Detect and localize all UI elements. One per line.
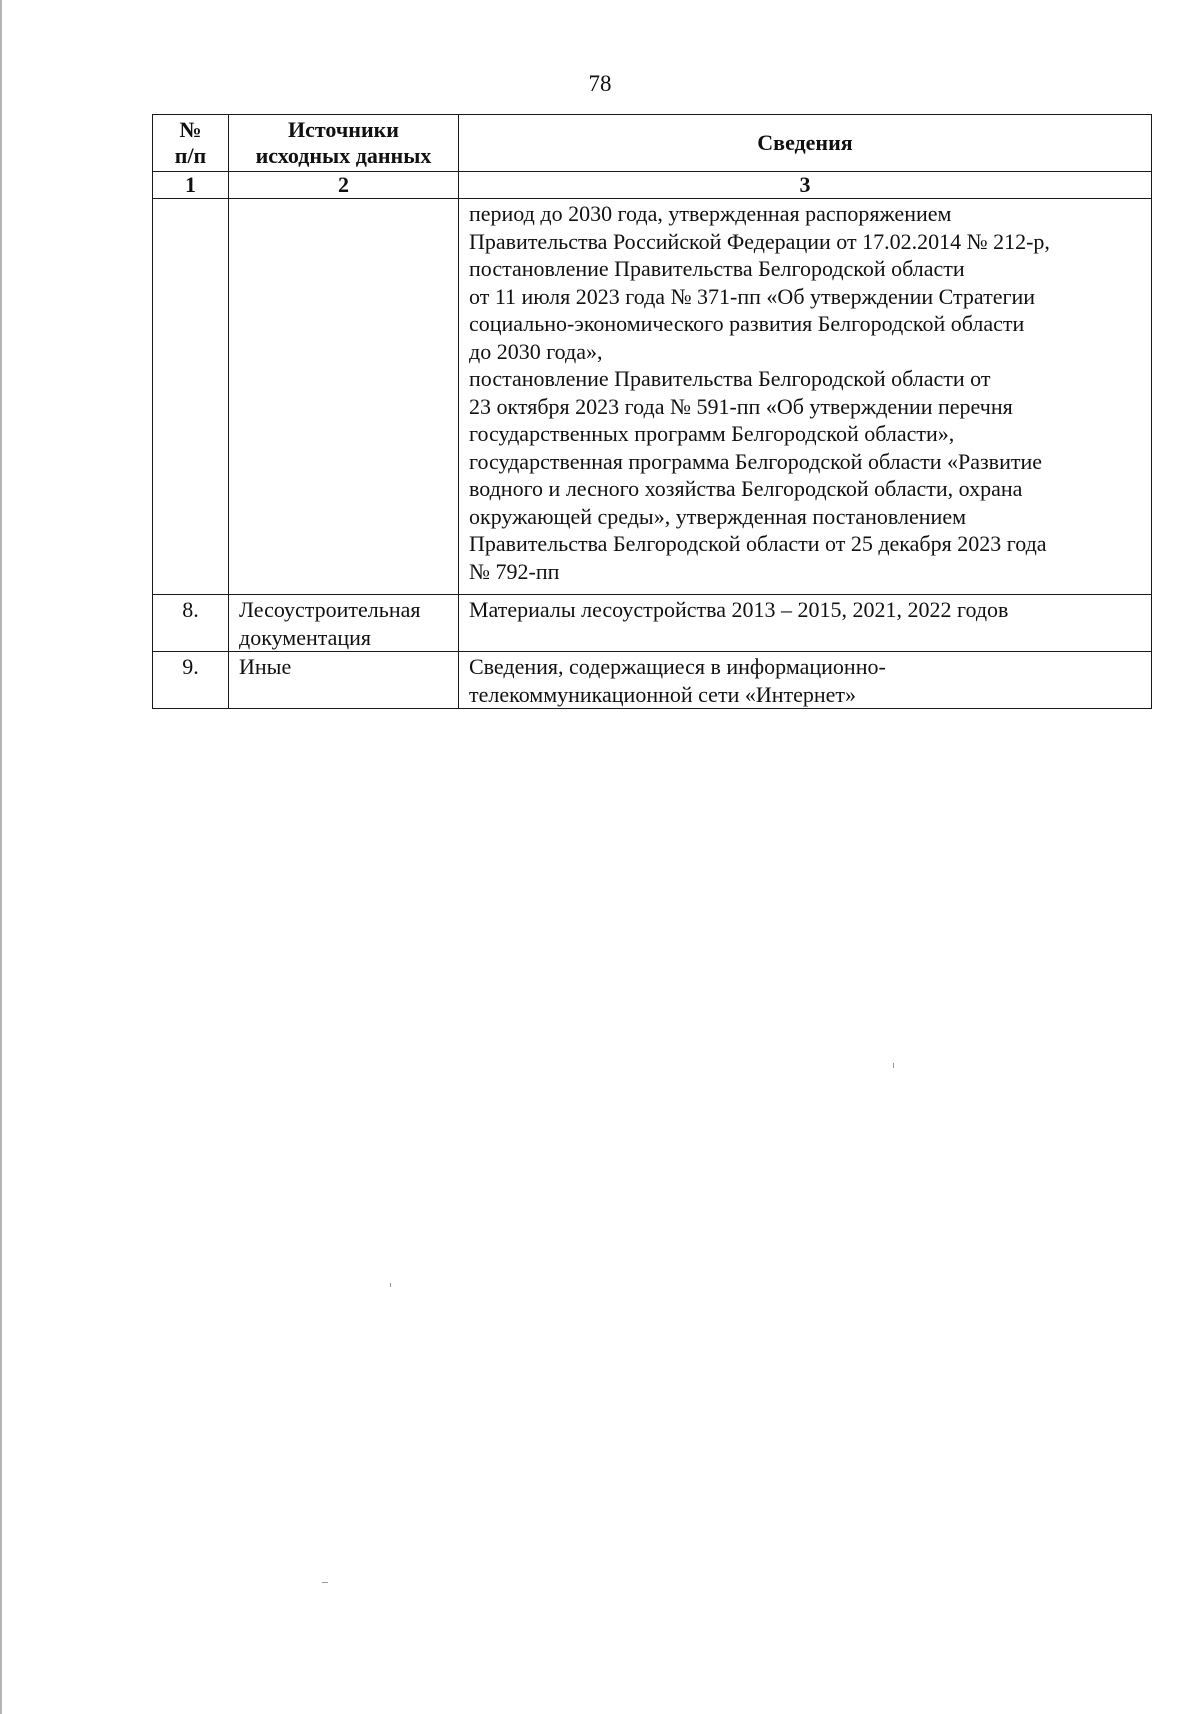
row-continuation-info — [459, 199, 1152, 595]
info-line: 23 октября 2023 года № 591-пп «Об утверждении перечня — [469, 393, 1013, 419]
column-index-row — [153, 172, 1152, 199]
header-source-line-1: Источники — [288, 117, 399, 142]
column-index-2: 2 — [229, 172, 459, 199]
info-line: Правительства Российской Федерации от 17.02.2014 № 212-р, — [469, 228, 1050, 254]
header-num — [153, 115, 229, 172]
scan-speck — [893, 1063, 894, 1068]
row-source — [229, 652, 459, 709]
info-line: Материалы лесоустройства 2013 – 2015, 2021, 2022 годов — [469, 597, 1009, 622]
page-number: 78 — [588, 71, 612, 96]
info-line: постановление Правительства Белгородской области — [469, 256, 965, 281]
row-continuation-num — [153, 199, 229, 595]
info-line: от 11 июля 2023 года № 371-пп «Об утверждении Стратегии — [469, 283, 1036, 309]
header-source-line-2: исходных данных — [255, 143, 432, 168]
info-line: окружающей среды», утвержденная постановлением — [469, 503, 967, 529]
header-num-line-1: № — [179, 117, 202, 142]
row-continuation-source — [229, 199, 459, 595]
sources-table — [152, 114, 1152, 709]
info-line: государственных программ Белгородской области», — [469, 421, 955, 446]
table-row — [153, 652, 1152, 709]
table-row-continuation — [153, 199, 1152, 595]
row-num: 8. — [153, 595, 229, 652]
header-num-line-2: п/п — [174, 143, 207, 168]
header-source — [229, 115, 459, 172]
column-index-3: 3 — [459, 172, 1152, 199]
info-line: постановление Правительства Белгородской области от — [469, 366, 991, 391]
column-index-1: 1 — [153, 172, 229, 199]
source-line: документация — [239, 624, 372, 650]
scan-speck — [390, 1283, 391, 1287]
row-source — [229, 595, 459, 652]
row-info — [459, 652, 1152, 709]
info-line: государственная программа Белгородской области «Развитие — [469, 448, 1042, 474]
info-line: до 2030 года», — [469, 338, 603, 364]
scan-speck — [322, 1582, 328, 1583]
scan-edge-mark — [0, 0, 2, 1714]
table-row — [153, 595, 1152, 652]
header-info: Сведения — [459, 115, 1152, 172]
row-num: 9. — [153, 652, 229, 709]
info-line: Сведения, содержащиеся в информационно- — [469, 654, 886, 679]
info-line: водного и лесного хозяйства Белгородской области, охрана — [469, 476, 1023, 501]
info-line: период до 2030 года, утвержденная распоряжением — [469, 201, 952, 226]
info-line: Правительства Белгородской области от 25 декабря 2023 года — [469, 531, 1047, 556]
source-line: Иные — [239, 654, 292, 679]
info-line: № 792-пп — [469, 558, 560, 584]
row-info — [459, 595, 1152, 652]
info-line: телекоммуникационной сети «Интернет» — [469, 681, 857, 707]
info-line: социально-экономического развития Белгородской области — [469, 311, 1025, 336]
table-header-row — [153, 115, 1152, 172]
source-line: Лесоустроительная — [239, 597, 421, 622]
